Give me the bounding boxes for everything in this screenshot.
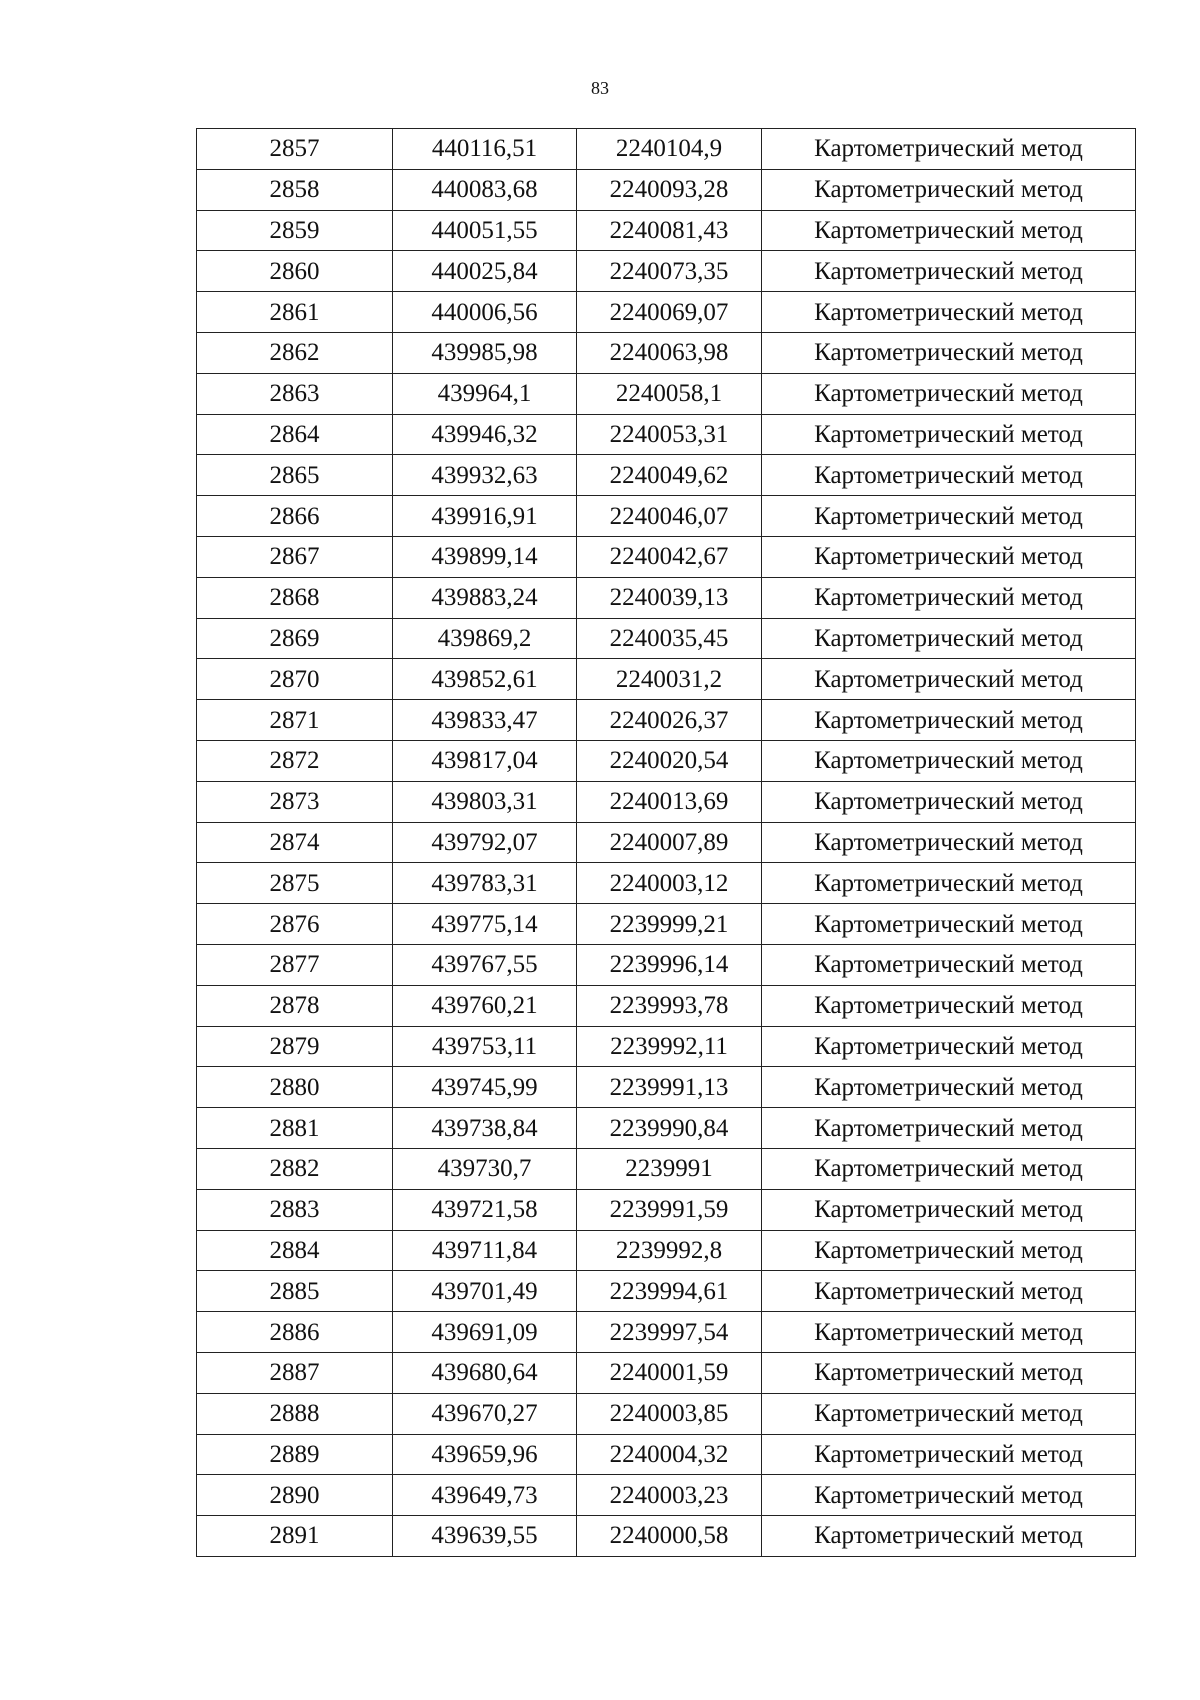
point-number-cell: 2872	[197, 740, 393, 781]
y-coordinate-cell: 2240001,59	[577, 1352, 762, 1393]
y-coordinate-cell: 2240003,85	[577, 1393, 762, 1434]
y-coordinate-cell: 2240073,35	[577, 251, 762, 292]
y-coordinate-cell: 2239992,11	[577, 1026, 762, 1067]
method-cell: Картометрический метод	[762, 944, 1136, 985]
y-coordinate-cell: 2240020,54	[577, 740, 762, 781]
y-coordinate-cell: 2239993,78	[577, 985, 762, 1026]
point-number-cell: 2891	[197, 1516, 393, 1557]
point-number-cell: 2860	[197, 251, 393, 292]
point-number-cell: 2877	[197, 944, 393, 985]
method-cell: Картометрический метод	[762, 985, 1136, 1026]
x-coordinate-cell: 440083,68	[393, 169, 577, 210]
x-coordinate-cell: 439916,91	[393, 496, 577, 537]
point-number-cell: 2875	[197, 863, 393, 904]
method-cell: Картометрический метод	[762, 822, 1136, 863]
table-row	[197, 1026, 1136, 1067]
table-row	[197, 1393, 1136, 1434]
table-row	[197, 251, 1136, 292]
point-number-cell: 2874	[197, 822, 393, 863]
point-number-cell: 2857	[197, 129, 393, 170]
method-cell: Картометрический метод	[762, 414, 1136, 455]
method-cell: Картометрический метод	[762, 292, 1136, 333]
method-cell: Картометрический метод	[762, 1393, 1136, 1434]
method-cell: Картометрический метод	[762, 373, 1136, 414]
point-number-cell: 2886	[197, 1312, 393, 1353]
y-coordinate-cell: 2240013,69	[577, 781, 762, 822]
x-coordinate-cell: 440025,84	[393, 251, 577, 292]
method-cell: Картометрический метод	[762, 1312, 1136, 1353]
y-coordinate-cell: 2240053,31	[577, 414, 762, 455]
y-coordinate-cell: 2240042,67	[577, 536, 762, 577]
x-coordinate-cell: 439745,99	[393, 1067, 577, 1108]
y-coordinate-cell: 2240000,58	[577, 1516, 762, 1557]
table-row	[197, 740, 1136, 781]
method-cell: Картометрический метод	[762, 210, 1136, 251]
table-row	[197, 496, 1136, 537]
x-coordinate-cell: 439932,63	[393, 455, 577, 496]
y-coordinate-cell: 2240046,07	[577, 496, 762, 537]
y-coordinate-cell: 2239994,61	[577, 1271, 762, 1312]
y-coordinate-cell: 2240093,28	[577, 169, 762, 210]
y-coordinate-cell: 2239991	[577, 1148, 762, 1189]
point-number-cell: 2864	[197, 414, 393, 455]
table-row	[197, 944, 1136, 985]
point-number-cell: 2887	[197, 1352, 393, 1393]
y-coordinate-cell: 2239991,59	[577, 1189, 762, 1230]
table-row	[197, 1148, 1136, 1189]
table-row	[197, 1352, 1136, 1393]
x-coordinate-cell: 439711,84	[393, 1230, 577, 1271]
x-coordinate-cell: 439649,73	[393, 1475, 577, 1516]
y-coordinate-cell: 2239996,14	[577, 944, 762, 985]
method-cell: Картометрический метод	[762, 1026, 1136, 1067]
point-number-cell: 2868	[197, 577, 393, 618]
x-coordinate-cell: 440006,56	[393, 292, 577, 333]
table-row	[197, 1516, 1136, 1557]
point-number-cell: 2890	[197, 1475, 393, 1516]
x-coordinate-cell: 440051,55	[393, 210, 577, 251]
point-number-cell: 2859	[197, 210, 393, 251]
x-coordinate-cell: 439883,24	[393, 577, 577, 618]
point-number-cell: 2871	[197, 700, 393, 741]
method-cell: Картометрический метод	[762, 169, 1136, 210]
table-row	[197, 904, 1136, 945]
table-row	[197, 863, 1136, 904]
x-coordinate-cell: 439946,32	[393, 414, 577, 455]
point-number-cell: 2880	[197, 1067, 393, 1108]
x-coordinate-cell: 439691,09	[393, 1312, 577, 1353]
y-coordinate-cell: 2239990,84	[577, 1108, 762, 1149]
x-coordinate-cell: 439659,96	[393, 1434, 577, 1475]
method-cell: Картометрический метод	[762, 251, 1136, 292]
point-number-cell: 2889	[197, 1434, 393, 1475]
point-number-cell: 2873	[197, 781, 393, 822]
point-number-cell: 2862	[197, 332, 393, 373]
table-row	[197, 1230, 1136, 1271]
table-row	[197, 455, 1136, 496]
x-coordinate-cell: 439803,31	[393, 781, 577, 822]
x-coordinate-cell: 439680,64	[393, 1352, 577, 1393]
x-coordinate-cell: 439899,14	[393, 536, 577, 577]
table-row	[197, 1067, 1136, 1108]
y-coordinate-cell: 2240031,2	[577, 659, 762, 700]
method-cell: Картометрический метод	[762, 1189, 1136, 1230]
table-row	[197, 414, 1136, 455]
y-coordinate-cell: 2240035,45	[577, 618, 762, 659]
x-coordinate-cell: 440116,51	[393, 129, 577, 170]
x-coordinate-cell: 439701,49	[393, 1271, 577, 1312]
method-cell: Картометрический метод	[762, 863, 1136, 904]
method-cell: Картометрический метод	[762, 904, 1136, 945]
x-coordinate-cell: 439852,61	[393, 659, 577, 700]
y-coordinate-cell: 2239992,8	[577, 1230, 762, 1271]
method-cell: Картометрический метод	[762, 1067, 1136, 1108]
y-coordinate-cell: 2240081,43	[577, 210, 762, 251]
point-number-cell: 2867	[197, 536, 393, 577]
method-cell: Картометрический метод	[762, 332, 1136, 373]
method-cell: Картометрический метод	[762, 496, 1136, 537]
x-coordinate-cell: 439775,14	[393, 904, 577, 945]
method-cell: Картометрический метод	[762, 700, 1136, 741]
y-coordinate-cell: 2239999,21	[577, 904, 762, 945]
coordinates-table	[196, 128, 1136, 1557]
x-coordinate-cell: 439985,98	[393, 332, 577, 373]
point-number-cell: 2888	[197, 1393, 393, 1434]
table-row	[197, 985, 1136, 1026]
point-number-cell: 2881	[197, 1108, 393, 1149]
y-coordinate-cell: 2239997,54	[577, 1312, 762, 1353]
method-cell: Картометрический метод	[762, 536, 1136, 577]
table-body	[197, 129, 1136, 1557]
table-row	[197, 1434, 1136, 1475]
x-coordinate-cell: 439783,31	[393, 863, 577, 904]
table-row	[197, 781, 1136, 822]
x-coordinate-cell: 439730,7	[393, 1148, 577, 1189]
table-row	[197, 129, 1136, 170]
x-coordinate-cell: 439753,11	[393, 1026, 577, 1067]
x-coordinate-cell: 439760,21	[393, 985, 577, 1026]
x-coordinate-cell: 439964,1	[393, 373, 577, 414]
table-row	[197, 1312, 1136, 1353]
table-row	[197, 210, 1136, 251]
y-coordinate-cell: 2240049,62	[577, 455, 762, 496]
y-coordinate-cell: 2240003,12	[577, 863, 762, 904]
method-cell: Картометрический метод	[762, 740, 1136, 781]
table-row	[197, 1475, 1136, 1516]
table-row	[197, 822, 1136, 863]
table-row	[197, 1108, 1136, 1149]
table-row	[197, 536, 1136, 577]
x-coordinate-cell: 439639,55	[393, 1516, 577, 1557]
x-coordinate-cell: 439792,07	[393, 822, 577, 863]
table-row	[197, 292, 1136, 333]
point-number-cell: 2863	[197, 373, 393, 414]
point-number-cell: 2876	[197, 904, 393, 945]
method-cell: Картометрический метод	[762, 129, 1136, 170]
x-coordinate-cell: 439670,27	[393, 1393, 577, 1434]
point-number-cell: 2869	[197, 618, 393, 659]
point-number-cell: 2866	[197, 496, 393, 537]
point-number-cell: 2885	[197, 1271, 393, 1312]
method-cell: Картометрический метод	[762, 1352, 1136, 1393]
method-cell: Картометрический метод	[762, 1108, 1136, 1149]
y-coordinate-cell: 2240058,1	[577, 373, 762, 414]
table-row	[197, 577, 1136, 618]
point-number-cell: 2878	[197, 985, 393, 1026]
page-number: 83	[591, 78, 609, 98]
x-coordinate-cell: 439817,04	[393, 740, 577, 781]
method-cell: Картометрический метод	[762, 1516, 1136, 1557]
table-row	[197, 659, 1136, 700]
y-coordinate-cell: 2240069,07	[577, 292, 762, 333]
y-coordinate-cell: 2240039,13	[577, 577, 762, 618]
point-number-cell: 2870	[197, 659, 393, 700]
method-cell: Картометрический метод	[762, 659, 1136, 700]
x-coordinate-cell: 439721,58	[393, 1189, 577, 1230]
table-row	[197, 169, 1136, 210]
method-cell: Картометрический метод	[762, 618, 1136, 659]
table-row	[197, 700, 1136, 741]
method-cell: Картометрический метод	[762, 455, 1136, 496]
method-cell: Картометрический метод	[762, 1230, 1136, 1271]
method-cell: Картометрический метод	[762, 1148, 1136, 1189]
method-cell: Картометрический метод	[762, 781, 1136, 822]
method-cell: Картометрический метод	[762, 1475, 1136, 1516]
point-number-cell: 2884	[197, 1230, 393, 1271]
x-coordinate-cell: 439869,2	[393, 618, 577, 659]
method-cell: Картометрический метод	[762, 577, 1136, 618]
y-coordinate-cell: 2240003,23	[577, 1475, 762, 1516]
point-number-cell: 2861	[197, 292, 393, 333]
x-coordinate-cell: 439833,47	[393, 700, 577, 741]
x-coordinate-cell: 439767,55	[393, 944, 577, 985]
table-row	[197, 332, 1136, 373]
y-coordinate-cell: 2240007,89	[577, 822, 762, 863]
point-number-cell: 2879	[197, 1026, 393, 1067]
table-row	[197, 1189, 1136, 1230]
point-number-cell: 2865	[197, 455, 393, 496]
point-number-cell: 2883	[197, 1189, 393, 1230]
point-number-cell: 2882	[197, 1148, 393, 1189]
y-coordinate-cell: 2240104,9	[577, 129, 762, 170]
x-coordinate-cell: 439738,84	[393, 1108, 577, 1149]
y-coordinate-cell: 2240026,37	[577, 700, 762, 741]
method-cell: Картометрический метод	[762, 1271, 1136, 1312]
y-coordinate-cell: 2240004,32	[577, 1434, 762, 1475]
y-coordinate-cell: 2240063,98	[577, 332, 762, 373]
point-number-cell: 2858	[197, 169, 393, 210]
y-coordinate-cell: 2239991,13	[577, 1067, 762, 1108]
method-cell: Картометрический метод	[762, 1434, 1136, 1475]
table-row	[197, 1271, 1136, 1312]
table-row	[197, 373, 1136, 414]
table-row	[197, 618, 1136, 659]
